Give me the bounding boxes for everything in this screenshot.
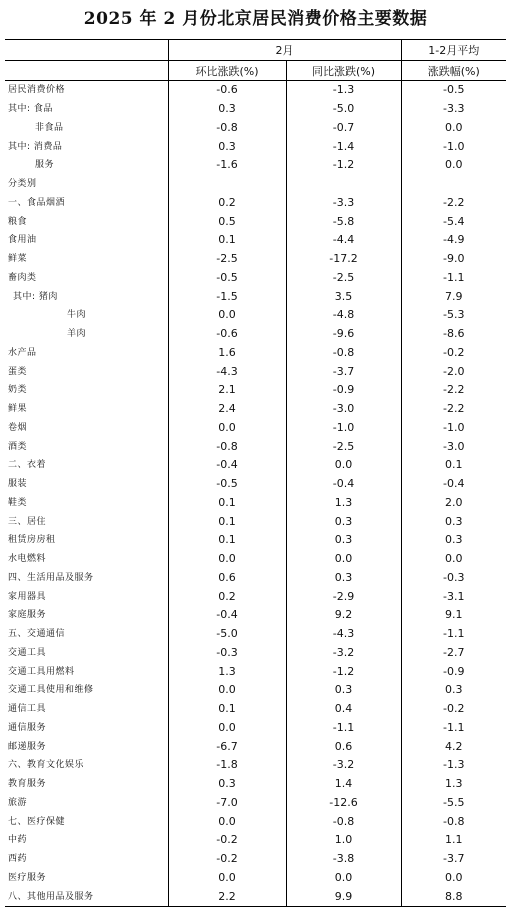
row-value-yoy: -1.0 <box>286 419 401 438</box>
table-row <box>5 175 506 194</box>
row-value-yoy: -3.2 <box>286 756 401 775</box>
row-value-ytd: 0.0 <box>401 156 506 175</box>
row-value-mom: -0.2 <box>168 831 286 850</box>
row-value-mom: -0.2 <box>168 850 286 869</box>
row-value-yoy: 9.2 <box>286 606 401 625</box>
row-value-mom: 0.3 <box>168 137 286 156</box>
row-label: 通信工具 <box>8 704 47 715</box>
row-label: 食用油 <box>8 235 37 246</box>
table-row <box>5 306 506 325</box>
row-value-ytd: -0.8 <box>401 812 506 831</box>
row-value-ytd: -1.0 <box>401 419 506 438</box>
header-row-groups <box>5 40 506 61</box>
row-value-mom: 0.1 <box>168 494 286 513</box>
row-label: 七、医疗保健 <box>8 816 66 827</box>
row-value-yoy: -12.6 <box>286 794 401 813</box>
row-value-mom: 0.2 <box>168 587 286 606</box>
row-value-yoy: 1.4 <box>286 775 401 794</box>
row-label: 牛肉 <box>67 310 87 321</box>
row-value-ytd: 0.0 <box>401 869 506 888</box>
table-row <box>5 812 506 831</box>
row-value-ytd: -3.1 <box>401 587 506 606</box>
row-label: 蛋类 <box>8 366 28 377</box>
table-row <box>5 850 506 869</box>
table-row <box>5 887 506 906</box>
row-value-yoy: 0.0 <box>286 550 401 569</box>
row-value-mom: -0.6 <box>168 325 286 344</box>
row-value-yoy: -0.8 <box>286 812 401 831</box>
row-value-mom: 2.2 <box>168 887 286 906</box>
row-value-mom: 2.4 <box>168 400 286 419</box>
table-row <box>5 869 506 888</box>
row-value-mom: 1.3 <box>168 662 286 681</box>
row-value-mom: -0.5 <box>168 475 286 494</box>
row-label: 水电燃料 <box>8 554 47 565</box>
table-row <box>5 494 506 513</box>
row-label: 教育服务 <box>8 779 47 790</box>
table-row <box>5 737 506 756</box>
row-value-mom: 0.6 <box>168 569 286 588</box>
row-value-yoy: -0.8 <box>286 344 401 363</box>
row-label: 家庭服务 <box>8 610 47 621</box>
table-row <box>5 569 506 588</box>
row-label: 租赁房房租 <box>8 535 56 546</box>
row-value-mom: -5.0 <box>168 625 286 644</box>
table-row <box>5 362 506 381</box>
header-blank-cell <box>5 61 168 81</box>
row-value-yoy <box>286 175 401 194</box>
row-label: 居民消费价格 <box>8 85 66 96</box>
row-label: 粮食 <box>8 216 28 227</box>
row-value-ytd: -1.0 <box>401 137 506 156</box>
table-row <box>5 644 506 663</box>
row-value-ytd: 9.1 <box>401 606 506 625</box>
row-value-mom: 0.0 <box>168 419 286 438</box>
table-row <box>5 606 506 625</box>
row-value-mom: -0.6 <box>168 81 286 100</box>
row-value-yoy: 1.0 <box>286 831 401 850</box>
row-value-mom: 1.6 <box>168 344 286 363</box>
row-value-ytd: 2.0 <box>401 494 506 513</box>
row-label: 酒类 <box>8 441 28 452</box>
row-label: 旅游 <box>8 797 28 808</box>
row-value-ytd: -2.0 <box>401 362 506 381</box>
row-value-ytd: -5.4 <box>401 212 506 231</box>
row-value-yoy: 1.3 <box>286 494 401 513</box>
row-value-ytd: -2.2 <box>401 194 506 213</box>
row-value-ytd: -0.2 <box>401 344 506 363</box>
row-value-mom: 0.1 <box>168 531 286 550</box>
row-value-mom: -1.8 <box>168 756 286 775</box>
row-value-yoy: -3.3 <box>286 194 401 213</box>
row-value-mom: 0.5 <box>168 212 286 231</box>
table-row <box>5 381 506 400</box>
row-value-yoy: -4.3 <box>286 625 401 644</box>
row-label: 分类别 <box>8 179 37 190</box>
row-value-ytd: -1.1 <box>401 719 506 738</box>
header-col-mom: 环比涨跌(%) <box>168 61 286 81</box>
row-value-yoy: -1.2 <box>286 156 401 175</box>
row-value-mom: -6.7 <box>168 737 286 756</box>
row-value-yoy: -3.0 <box>286 400 401 419</box>
row-value-ytd: 1.1 <box>401 831 506 850</box>
row-value-mom: 2.1 <box>168 381 286 400</box>
table-row <box>5 587 506 606</box>
page-title: 2025 年 2 月份北京居民消费价格主要数据 <box>83 9 428 29</box>
row-value-ytd: -0.3 <box>401 569 506 588</box>
row-value-yoy: -5.0 <box>286 100 401 119</box>
row-label: 交通工具 <box>8 647 47 658</box>
table-row <box>5 550 506 569</box>
row-label: 奶类 <box>8 385 28 396</box>
table-row <box>5 194 506 213</box>
row-label: 交通工具使用和维修 <box>8 685 94 696</box>
row-value-yoy: -17.2 <box>286 250 401 269</box>
table-row <box>5 269 506 288</box>
row-label: 八、其他用品及服务 <box>5 887 168 906</box>
row-value-mom: 0.1 <box>168 231 286 250</box>
cpi-table <box>5 39 506 907</box>
row-value-ytd: 7.9 <box>401 287 506 306</box>
row-value-ytd: 0.0 <box>401 550 506 569</box>
table-row <box>5 287 506 306</box>
table-row <box>5 512 506 531</box>
row-label: 家用器具 <box>8 591 47 602</box>
row-value-yoy: -1.3 <box>286 81 401 100</box>
row-label: 三、居住 <box>8 516 47 527</box>
table-row <box>5 119 506 138</box>
row-value-ytd: -1.1 <box>401 269 506 288</box>
table-row <box>5 81 506 100</box>
row-value-yoy: 0.6 <box>286 737 401 756</box>
row-value-mom: -0.4 <box>168 456 286 475</box>
row-value-yoy: 0.3 <box>286 531 401 550</box>
table-row <box>5 325 506 344</box>
row-value-mom: -0.5 <box>168 269 286 288</box>
row-label: 五、交通通信 <box>8 629 66 640</box>
row-value-yoy: -2.5 <box>286 437 401 456</box>
row-value-ytd: -3.7 <box>401 850 506 869</box>
row-value-yoy: 9.9 <box>286 887 401 906</box>
row-value-mom: 0.0 <box>168 719 286 738</box>
table-body <box>5 81 506 907</box>
row-value-ytd: 4.2 <box>401 737 506 756</box>
row-label: 其中: 食品 <box>8 104 53 115</box>
row-value-ytd: 0.3 <box>401 681 506 700</box>
row-value-yoy: 0.0 <box>286 869 401 888</box>
row-label: 西药 <box>8 854 28 865</box>
row-label: 鲜菜 <box>8 254 28 265</box>
row-value-yoy: -4.8 <box>286 306 401 325</box>
row-value-mom: -0.3 <box>168 644 286 663</box>
row-label: 医疗服务 <box>8 872 47 883</box>
table-row <box>5 794 506 813</box>
row-value-ytd: -0.5 <box>401 81 506 100</box>
row-value-ytd: -2.2 <box>401 400 506 419</box>
table-row <box>5 156 506 175</box>
row-label: 邮递服务 <box>8 741 47 752</box>
row-value-yoy: -3.7 <box>286 362 401 381</box>
row-label: 非食品 <box>35 122 64 133</box>
row-label: 服装 <box>8 479 28 490</box>
row-value-yoy: 0.3 <box>286 681 401 700</box>
row-value-mom: 0.3 <box>168 100 286 119</box>
row-value-ytd: -1.3 <box>401 756 506 775</box>
row-value-yoy: -9.6 <box>286 325 401 344</box>
row-value-ytd: 0.3 <box>401 512 506 531</box>
row-value-yoy: 0.3 <box>286 569 401 588</box>
table-row <box>5 775 506 794</box>
table-row <box>5 531 506 550</box>
row-value-ytd: -8.6 <box>401 325 506 344</box>
row-value-mom: 0.0 <box>168 550 286 569</box>
row-value-ytd: -0.9 <box>401 662 506 681</box>
row-value-mom: 0.0 <box>168 306 286 325</box>
row-value-ytd: -5.3 <box>401 306 506 325</box>
table-row <box>5 250 506 269</box>
row-value-mom: -2.5 <box>168 250 286 269</box>
header-group-feb: 2月 <box>168 40 401 61</box>
row-value-mom: 0.3 <box>168 775 286 794</box>
table-row <box>5 400 506 419</box>
row-value-ytd: 0.0 <box>401 119 506 138</box>
row-value-mom: -7.0 <box>168 794 286 813</box>
row-value-yoy: -0.4 <box>286 475 401 494</box>
row-value-mom: 0.0 <box>168 681 286 700</box>
row-value-ytd: -0.4 <box>401 475 506 494</box>
row-value-yoy: -0.7 <box>286 119 401 138</box>
table-row <box>5 437 506 456</box>
row-label: 羊肉 <box>67 329 87 340</box>
row-value-ytd: -5.5 <box>401 794 506 813</box>
row-value-yoy: -5.8 <box>286 212 401 231</box>
row-label: 其中: 猪肉 <box>13 291 58 302</box>
row-label: 四、生活用品及服务 <box>8 572 94 583</box>
table-row <box>5 625 506 644</box>
row-label: 水产品 <box>8 347 37 358</box>
row-value-yoy: -3.2 <box>286 644 401 663</box>
row-label: 一、食品烟酒 <box>8 197 66 208</box>
row-value-yoy: -1.2 <box>286 662 401 681</box>
row-value-yoy: -1.4 <box>286 137 401 156</box>
row-value-mom: -1.6 <box>168 156 286 175</box>
header-col-ytd: 涨跌幅(%) <box>401 61 506 81</box>
table-row <box>5 456 506 475</box>
row-label: 六、教育文化娱乐 <box>8 760 85 771</box>
row-label: 畜肉类 <box>8 272 37 283</box>
row-label: 服务 <box>35 160 55 171</box>
row-value-mom: 0.2 <box>168 194 286 213</box>
row-value-mom <box>168 175 286 194</box>
row-value-yoy: -0.9 <box>286 381 401 400</box>
row-value-mom: 0.0 <box>168 869 286 888</box>
row-value-ytd: -9.0 <box>401 250 506 269</box>
table-row <box>5 662 506 681</box>
row-value-yoy: -2.5 <box>286 269 401 288</box>
row-value-yoy: -1.1 <box>286 719 401 738</box>
row-label: 鲜果 <box>8 404 28 415</box>
row-value-ytd <box>401 175 506 194</box>
row-value-mom: -1.5 <box>168 287 286 306</box>
row-label: 交通工具用燃料 <box>8 666 75 677</box>
row-value-mom: -4.3 <box>168 362 286 381</box>
table-row <box>5 756 506 775</box>
header-group-ytd: 1-2月平均 <box>401 40 506 61</box>
row-value-ytd: 8.8 <box>401 887 506 906</box>
row-value-ytd: 0.3 <box>401 531 506 550</box>
row-value-yoy: 0.4 <box>286 700 401 719</box>
row-value-ytd: -4.9 <box>401 231 506 250</box>
row-value-ytd: -1.1 <box>401 625 506 644</box>
table-row <box>5 212 506 231</box>
row-value-ytd: 0.1 <box>401 456 506 475</box>
header-blank-cell <box>5 40 168 61</box>
row-value-ytd: -2.7 <box>401 644 506 663</box>
header-row-columns <box>5 61 506 81</box>
header-col-yoy: 同比涨跌(%) <box>286 61 401 81</box>
row-value-ytd: -0.2 <box>401 700 506 719</box>
row-value-yoy: 3.5 <box>286 287 401 306</box>
row-value-mom: 0.1 <box>168 700 286 719</box>
row-label: 通信服务 <box>8 722 47 733</box>
table-row <box>5 100 506 119</box>
row-label: 其中: 消费品 <box>8 141 63 152</box>
row-value-mom: 0.1 <box>168 512 286 531</box>
table-row <box>5 831 506 850</box>
row-value-yoy: 0.0 <box>286 456 401 475</box>
row-value-yoy: 0.3 <box>286 512 401 531</box>
row-value-mom: -0.4 <box>168 606 286 625</box>
row-value-mom: 0.0 <box>168 812 286 831</box>
table-row <box>5 344 506 363</box>
row-value-yoy: -4.4 <box>286 231 401 250</box>
row-label: 鞋类 <box>8 497 28 508</box>
table-row <box>5 231 506 250</box>
table-row <box>5 137 506 156</box>
row-label: 中药 <box>8 835 28 846</box>
row-value-yoy: -3.8 <box>286 850 401 869</box>
table-row <box>5 719 506 738</box>
row-label: 二、衣着 <box>8 460 47 471</box>
row-value-ytd: -3.0 <box>401 437 506 456</box>
table-row <box>5 700 506 719</box>
row-value-yoy: -2.9 <box>286 587 401 606</box>
row-label: 卷烟 <box>8 422 28 433</box>
row-value-ytd: -3.3 <box>401 100 506 119</box>
row-value-ytd: 1.3 <box>401 775 506 794</box>
table-row <box>5 419 506 438</box>
row-value-mom: -0.8 <box>168 437 286 456</box>
table-row <box>5 681 506 700</box>
table-row <box>5 475 506 494</box>
row-value-ytd: -2.2 <box>401 381 506 400</box>
row-value-mom: -0.8 <box>168 119 286 138</box>
